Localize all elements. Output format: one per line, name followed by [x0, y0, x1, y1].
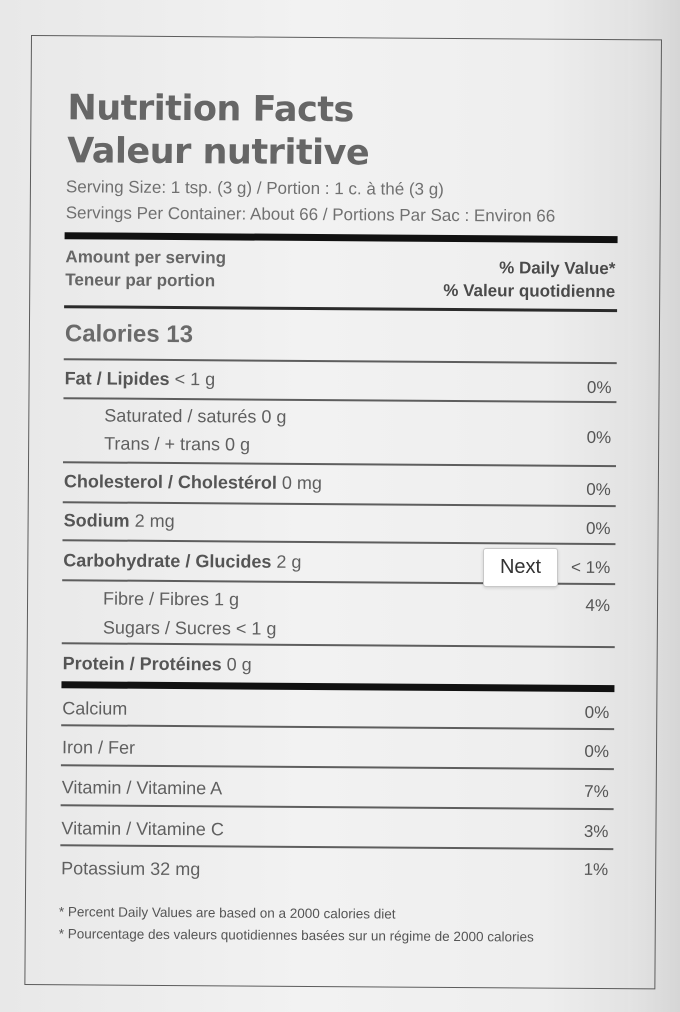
sodium-dv: 0% — [585, 518, 611, 539]
iron-label: Iron / Fer — [61, 737, 136, 758]
cholesterol-name: Cholesterol / Cholestérol — [63, 471, 277, 493]
nutrition-facts-panel — [24, 35, 662, 989]
serving-size: Serving Size: 1 tsp. (3 g) / Portion : 1 c. à thé (3 g) — [65, 177, 444, 199]
protein-amount: 0 g — [226, 654, 252, 675]
amount-per-serving-en: Amount per serving — [65, 247, 227, 268]
carbohydrate-label — [63, 550, 301, 573]
daily-value-header-en: % Daily Value* — [499, 258, 616, 279]
footnote-french: * Pourcentage des valeurs quotidiennes basées sur un régime de 2000 calories — [58, 926, 534, 945]
cholesterol-dv: 0% — [586, 479, 611, 500]
divider — [63, 397, 616, 402]
iron-dv: 0% — [584, 741, 610, 762]
fat-dv: 0% — [586, 377, 612, 398]
divider — [61, 804, 614, 809]
divider-thick — [65, 232, 618, 243]
fat-name: Fat / Lipides — [64, 368, 170, 389]
title-english: Nutrition Facts — [67, 88, 354, 131]
next-button[interactable]: Next — [483, 548, 558, 587]
protein-label — [63, 653, 252, 675]
divider — [60, 844, 613, 849]
footnote-english: * Percent Daily Values are based on a 2000 calories diet — [58, 904, 396, 922]
daily-value-header-fr: % Valeur quotidienne — [443, 280, 616, 302]
carbohydrate-name: Carbohydrate / Glucides — [63, 550, 272, 572]
divider-medium — [64, 305, 617, 312]
divider — [64, 358, 617, 363]
vitamin-a-label: Vitamin / Vitamine A — [61, 777, 223, 799]
amount-per-serving-fr: Teneur par portion — [65, 270, 216, 291]
divider — [63, 501, 616, 506]
divider — [61, 724, 614, 729]
calcium-dv: 0% — [584, 702, 610, 723]
cholesterol-label — [64, 471, 322, 494]
carbohydrate-amount: 2 g — [276, 551, 302, 572]
fat-amount: < 1 g — [174, 369, 216, 390]
cholesterol-amount: 0 mg — [281, 472, 323, 494]
sodium-name: Sodium — [63, 510, 130, 531]
divider — [63, 461, 616, 466]
protein-name: Protein / Protéines — [62, 653, 222, 675]
saturated-label: Saturated / saturés 0 g — [104, 405, 287, 427]
vitamin-a-dv: 7% — [584, 781, 609, 802]
divider — [61, 764, 614, 769]
divider — [62, 642, 615, 647]
potassium-label: Potassium 32 mg — [61, 858, 201, 880]
fat-label — [65, 368, 216, 390]
sugars-label: Sugars / Sucres < 1 g — [102, 617, 277, 639]
vitamin-c-dv: 3% — [583, 821, 609, 842]
trans-label: Trans / + trans 0 g — [104, 433, 251, 455]
calories: Calories 13 — [64, 320, 194, 349]
vitamin-c-label: Vitamin / Vitamine C — [61, 818, 224, 840]
fibre-label: Fibre / Fibres 1 g — [102, 588, 240, 610]
servings-per-container: Servings Per Container: About 66 / Portions Par Sac : Environ 66 — [65, 203, 556, 226]
title-french: Valeur nutritive — [67, 131, 370, 174]
sodium-label — [64, 510, 175, 532]
saturated-trans-dv: 0% — [586, 427, 612, 448]
divider — [62, 539, 615, 544]
divider-thick — [61, 681, 614, 692]
carbohydrate-dv: < 1% — [570, 557, 611, 578]
calcium-label: Calcium — [62, 698, 128, 719]
sodium-amount: 2 mg — [134, 510, 175, 532]
potassium-dv: 1% — [583, 859, 609, 880]
fibre-dv: 4% — [585, 595, 611, 616]
